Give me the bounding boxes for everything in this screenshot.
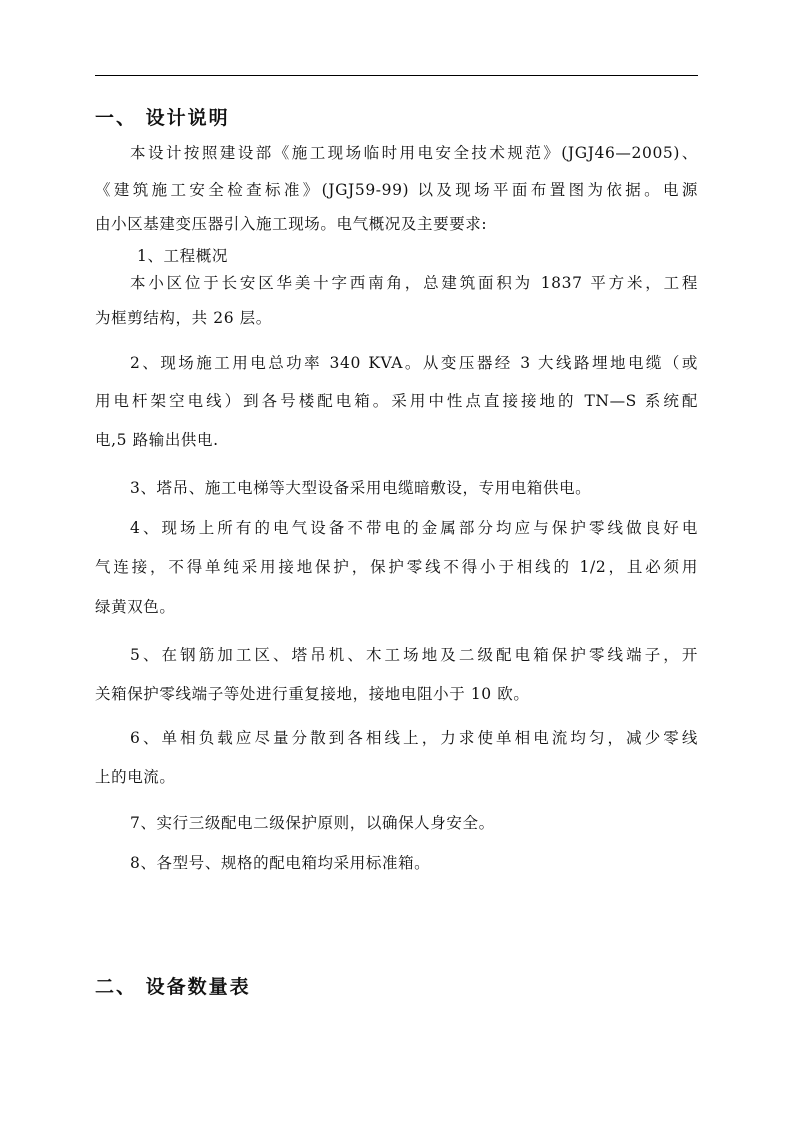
item-5-line-2: 关箱保护零线端子等处进行重复接地，接地电阻小于 10 欧。 [95, 685, 530, 703]
overview-line-1: 本小区位于长安区华美十字西南角，总建筑面积为 1837 平方米，工程 [130, 274, 698, 292]
item-2-line-2: 用电杆架空电线）到各号楼配电箱。采用中性点直接接地的 TN—S 系统配 [95, 392, 698, 410]
item-5-line-1: 5、在钢筋加工区、塔吊机、木工场地及二级配电箱保护零线端子，开 [130, 646, 698, 664]
item-7-line-1: 7、实行三级配电二级保护原则，以确保人身安全。 [130, 814, 495, 832]
item-6-line-1: 6、单相负载应尽量分散到各相线上，力求使单相电流均匀，减少零线 [130, 729, 698, 747]
item-4-line-1: 4、现场上所有的电气设备不带电的金属部分均应与保护零线做良好电 [130, 519, 698, 537]
item-4-line-2: 气连接，不得单纯采用接地保护，保护零线不得小于相线的 1/2，且必须用 [95, 558, 698, 576]
overview-line-2: 为框剪结构，共 26 层。 [95, 309, 272, 327]
intro-line-3: 由小区基建变压器引入施工现场。电气概况及主要要求: [95, 215, 488, 233]
item-4-line-3: 绿黄双色。 [95, 598, 176, 616]
item-6-line-2: 上的电流。 [95, 768, 176, 786]
intro-line-1: 本设计按照建设部《施工现场临时用电安全技术规范》(JGJ46—2005)、 [130, 144, 698, 162]
intro-line-2: 《建筑施工安全检查标准》(JGJ59-99) 以及现场平面布置图为依据。电源 [95, 181, 698, 199]
item-8-line-1: 8、各型号、规格的配电箱均采用标准箱。 [130, 854, 431, 872]
section-heading-design-notes: 一、 设计说明 [95, 107, 230, 129]
item-3-line-1: 3、塔吊、施工电梯等大型设备采用电缆暗敷设，专用电箱供电。 [130, 479, 592, 497]
header-rule [95, 75, 698, 76]
item-2-line-1: 2、现场施工用电总功率 340 KVA。从变压器经 3 大线路埋地电缆（或 [130, 354, 698, 372]
section-heading-equipment-table: 二、 设备数量表 [95, 976, 251, 998]
item-2-line-3: 电,5 路输出供电. [95, 431, 219, 449]
subheading-project-overview: 1、工程概况 [137, 247, 228, 265]
